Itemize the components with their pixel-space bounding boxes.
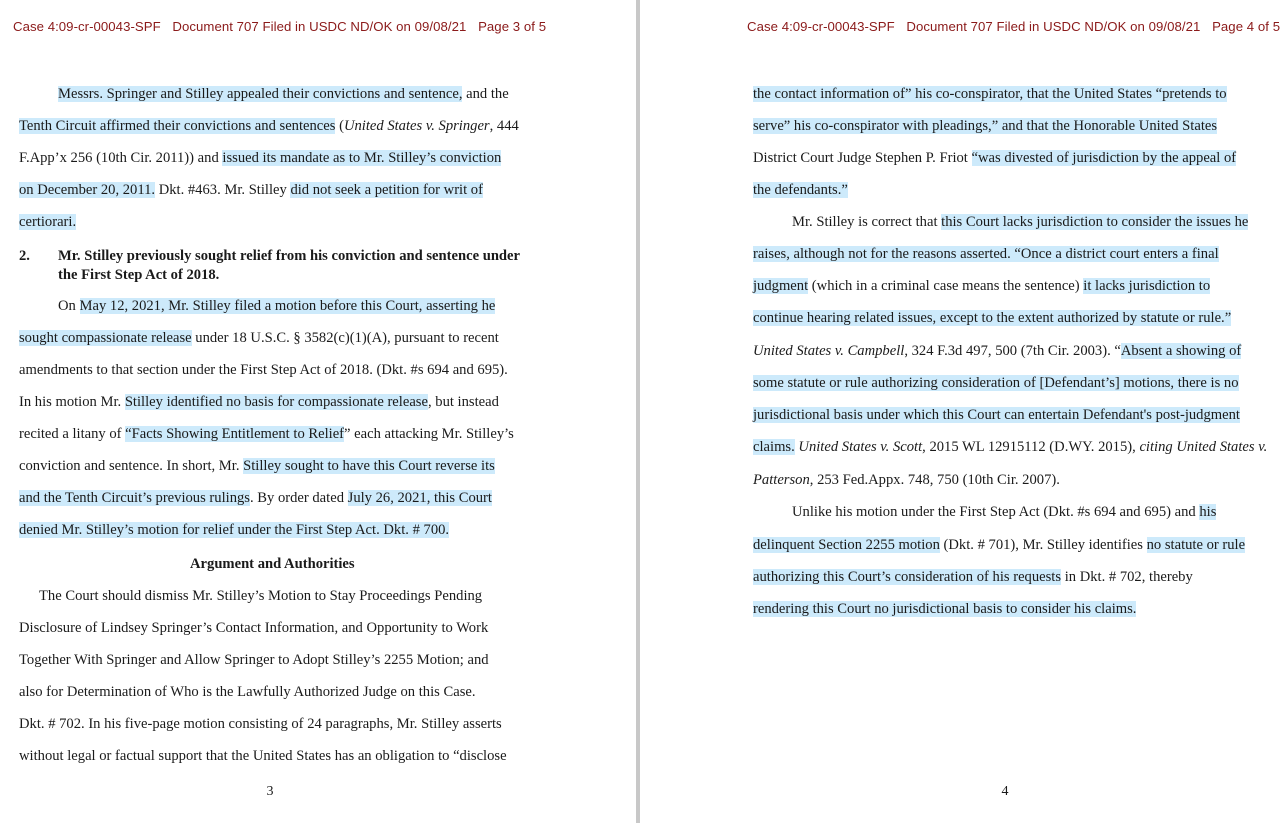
text-line <box>753 535 1245 555</box>
case-citation: United States v. Springer <box>343 118 490 134</box>
text-span: , but instead <box>427 394 499 410</box>
text-span: District Court Judge Stephen P. Friot <box>753 150 972 166</box>
highlighted-text: some statute or rule authorizing consideration of [Defendant’s] motions, there is no <box>753 375 1239 391</box>
text-line <box>19 148 501 168</box>
text-line <box>19 328 499 348</box>
text-span: under 18 U.S.C. § 3582(c)(1)(A), pursuant to recent <box>191 330 499 346</box>
text-span: recited a litany of <box>19 426 126 442</box>
highlighted-text: his <box>1199 504 1217 520</box>
case-number: Case 4:09-cr-00043-SPF <box>13 19 161 34</box>
text-span: , 253 Fed.Appx. 748, 750 (10th Cir. 2007). <box>809 472 1060 488</box>
highlighted-text: authorizing this Court’s consideration of his requests <box>753 569 1062 585</box>
section-title: Argument and Authorities <box>190 556 355 572</box>
text-line: also for Determination of Who is the Lawfully Authorized Judge on this Case. <box>19 684 476 700</box>
highlighted-text: serve” his co-conspirator with pleadings,” and that the Honorable United States <box>753 118 1218 134</box>
text-line <box>753 308 1231 328</box>
highlighted-text: jurisdictional basis under which this Court can entertain Defendant's post-judgment <box>753 407 1240 423</box>
highlighted-text: this Court lacks jurisdiction to consider the issues he <box>941 214 1249 230</box>
case-number: Case 4:09-cr-00043-SPF <box>747 19 895 34</box>
text-line <box>753 116 1217 136</box>
text-line <box>19 392 499 412</box>
page-number: 3 <box>266 784 274 799</box>
highlighted-text: issued its mandate as to Mr. Stilley’s conviction <box>222 150 502 166</box>
text-line: amendments to that section under the First Step Act of 2018. (Dkt. #s 694 and 695). <box>19 362 508 378</box>
page-header <box>13 19 554 34</box>
text-line <box>19 180 483 200</box>
text-line <box>753 148 1236 168</box>
highlighted-text: Messrs. Springer and Stilley appealed their convictions and sentence, <box>58 86 463 102</box>
text-line <box>753 373 1239 393</box>
text-span: ( <box>335 118 344 134</box>
highlighted-text: Stilley identified no basis for compassionate release <box>124 394 428 410</box>
text-line <box>19 456 495 476</box>
text-line: Disclosure of Lindsey Springer’s Contact Information, and Opportunity to Work <box>19 620 489 636</box>
highlighted-text: continue hearing related issues, except to the extent authorized by statute or rule.” <box>753 310 1232 326</box>
text-span: Mr. Stilley is correct that <box>792 214 942 230</box>
page-indicator: Page 4 of 5 <box>1212 19 1280 34</box>
case-citation: citing United States v. <box>1139 439 1268 455</box>
highlighted-text: rendering this Court no jurisdictional basis to consider his claims. <box>753 601 1137 617</box>
text-line <box>753 244 1219 264</box>
highlighted-text: claims. <box>753 439 795 455</box>
highlighted-text: “Facts Showing Entitlement to Relief <box>125 426 345 442</box>
page-indicator: Page 3 of 5 <box>478 19 547 34</box>
text-span: . By order dated <box>249 490 348 506</box>
text-line <box>753 437 1267 457</box>
highlighted-text: denied Mr. Stilley’s motion for relief under the First Step Act. Dkt. # 700. <box>19 522 450 538</box>
text-line: without legal or factual support that the United States has an obligation to “disclose <box>19 748 507 764</box>
text-span: Unlike his motion under the First Step Act (Dkt. #s 694 and 695) and <box>792 504 1200 520</box>
highlighted-text: Tenth Circuit affirmed their convictions and sentences <box>19 118 336 134</box>
text-span: On <box>58 298 80 314</box>
document-filing-info: Document 707 Filed in USDC ND/OK on 09/08/21 <box>172 19 467 34</box>
highlighted-text: the contact information of” his co-conspirator, that the United States “pretends to <box>753 86 1227 102</box>
highlighted-text: raises, although not for the reasons asserted. “Once a district court enters a final <box>753 246 1219 262</box>
case-citation: United States v. Campbell <box>753 343 905 359</box>
text-line <box>19 116 519 136</box>
highlighted-text: did not seek a petition for writ of <box>290 182 483 198</box>
text-span: (Dkt. # 701), Mr. Stilley identifies <box>939 537 1147 553</box>
highlighted-text: no statute or rule <box>1146 537 1246 553</box>
page-number: 4 <box>1001 784 1009 799</box>
case-citation: Patterson <box>753 472 810 488</box>
text-span: ” each attacking Mr. Stilley’s <box>344 426 514 442</box>
highlighted-text: and the Tenth Circuit’s previous rulings <box>19 490 250 506</box>
highlighted-text: May 12, 2021, Mr. Stilley filed a motion before this Court, asserting he <box>79 298 496 314</box>
text-span: in Dkt. # 702, thereby <box>1061 569 1193 585</box>
text-line <box>58 84 509 104</box>
text-span: conviction and sentence. In short, Mr. <box>19 458 244 474</box>
text-span: (which in a criminal case means the sentence) <box>808 278 1084 294</box>
highlighted-text: Stilley sought to have this Court reverse its <box>243 458 495 474</box>
highlighted-text: “was divested of jurisdiction by the appeal of <box>971 150 1237 166</box>
document-page-3 <box>0 0 636 823</box>
section-heading-cont: the First Step Act of 2018. <box>58 267 220 283</box>
text-line <box>792 212 1248 232</box>
text-span: , 324 F.3d 497, 500 (7th Cir. 2003). “ <box>904 343 1121 359</box>
highlighted-text: delinquent Section 2255 motion <box>753 537 940 553</box>
highlighted-text: the defendants.” <box>753 182 848 198</box>
text-line: Together With Springer and Allow Springer to Adopt Stilley’s 2255 Motion; and <box>19 652 489 668</box>
text-line <box>753 405 1240 425</box>
text-line: The Court should dismiss Mr. Stilley’s Motion to Stay Proceedings Pending <box>39 588 483 604</box>
text-line: Dkt. # 702. In his five-page motion consisting of 24 paragraphs, Mr. Stilley asserts <box>19 716 502 732</box>
text-line <box>19 488 492 508</box>
highlighted-text: on December 20, 2011. <box>19 182 156 198</box>
highlighted-text: Absent a showing of <box>1120 343 1242 359</box>
text-span: , 444 <box>489 118 519 134</box>
text-line <box>792 502 1216 522</box>
text-span: and the <box>462 86 509 102</box>
text-line <box>753 599 1136 619</box>
highlighted-text: sought compassionate release <box>19 330 192 346</box>
text-line <box>753 276 1210 296</box>
text-line <box>19 212 76 232</box>
highlighted-text: judgment <box>753 278 809 294</box>
text-line <box>753 567 1193 587</box>
case-citation: United States v. Scott <box>794 439 923 455</box>
text-span: Dkt. #463. Mr. Stilley <box>155 182 291 198</box>
highlighted-text: it lacks jurisdiction to <box>1083 278 1211 294</box>
text-line <box>753 470 1060 490</box>
document-filing-info: Document 707 Filed in USDC ND/OK on 09/08/21 <box>906 19 1201 34</box>
section-heading: Mr. Stilley previously sought relief from his conviction and sentence under <box>58 248 521 264</box>
text-span: , 2015 WL 12915112 (D.WY. 2015), <box>922 439 1140 455</box>
text-line <box>19 424 514 444</box>
page-header <box>747 19 1280 34</box>
text-line <box>19 520 449 540</box>
highlighted-text: certiorari. <box>19 214 77 230</box>
text-line <box>753 84 1227 104</box>
text-span: In his motion Mr. <box>19 394 125 410</box>
text-line <box>753 341 1241 361</box>
section-number: 2. <box>19 248 30 264</box>
highlighted-text: July 26, 2021, this Court <box>347 490 492 506</box>
text-line <box>58 296 495 316</box>
text-line <box>753 180 848 200</box>
text-span: F.App’x 256 (10th Cir. 2011)) and <box>19 150 223 166</box>
document-page-4 <box>640 0 1280 823</box>
